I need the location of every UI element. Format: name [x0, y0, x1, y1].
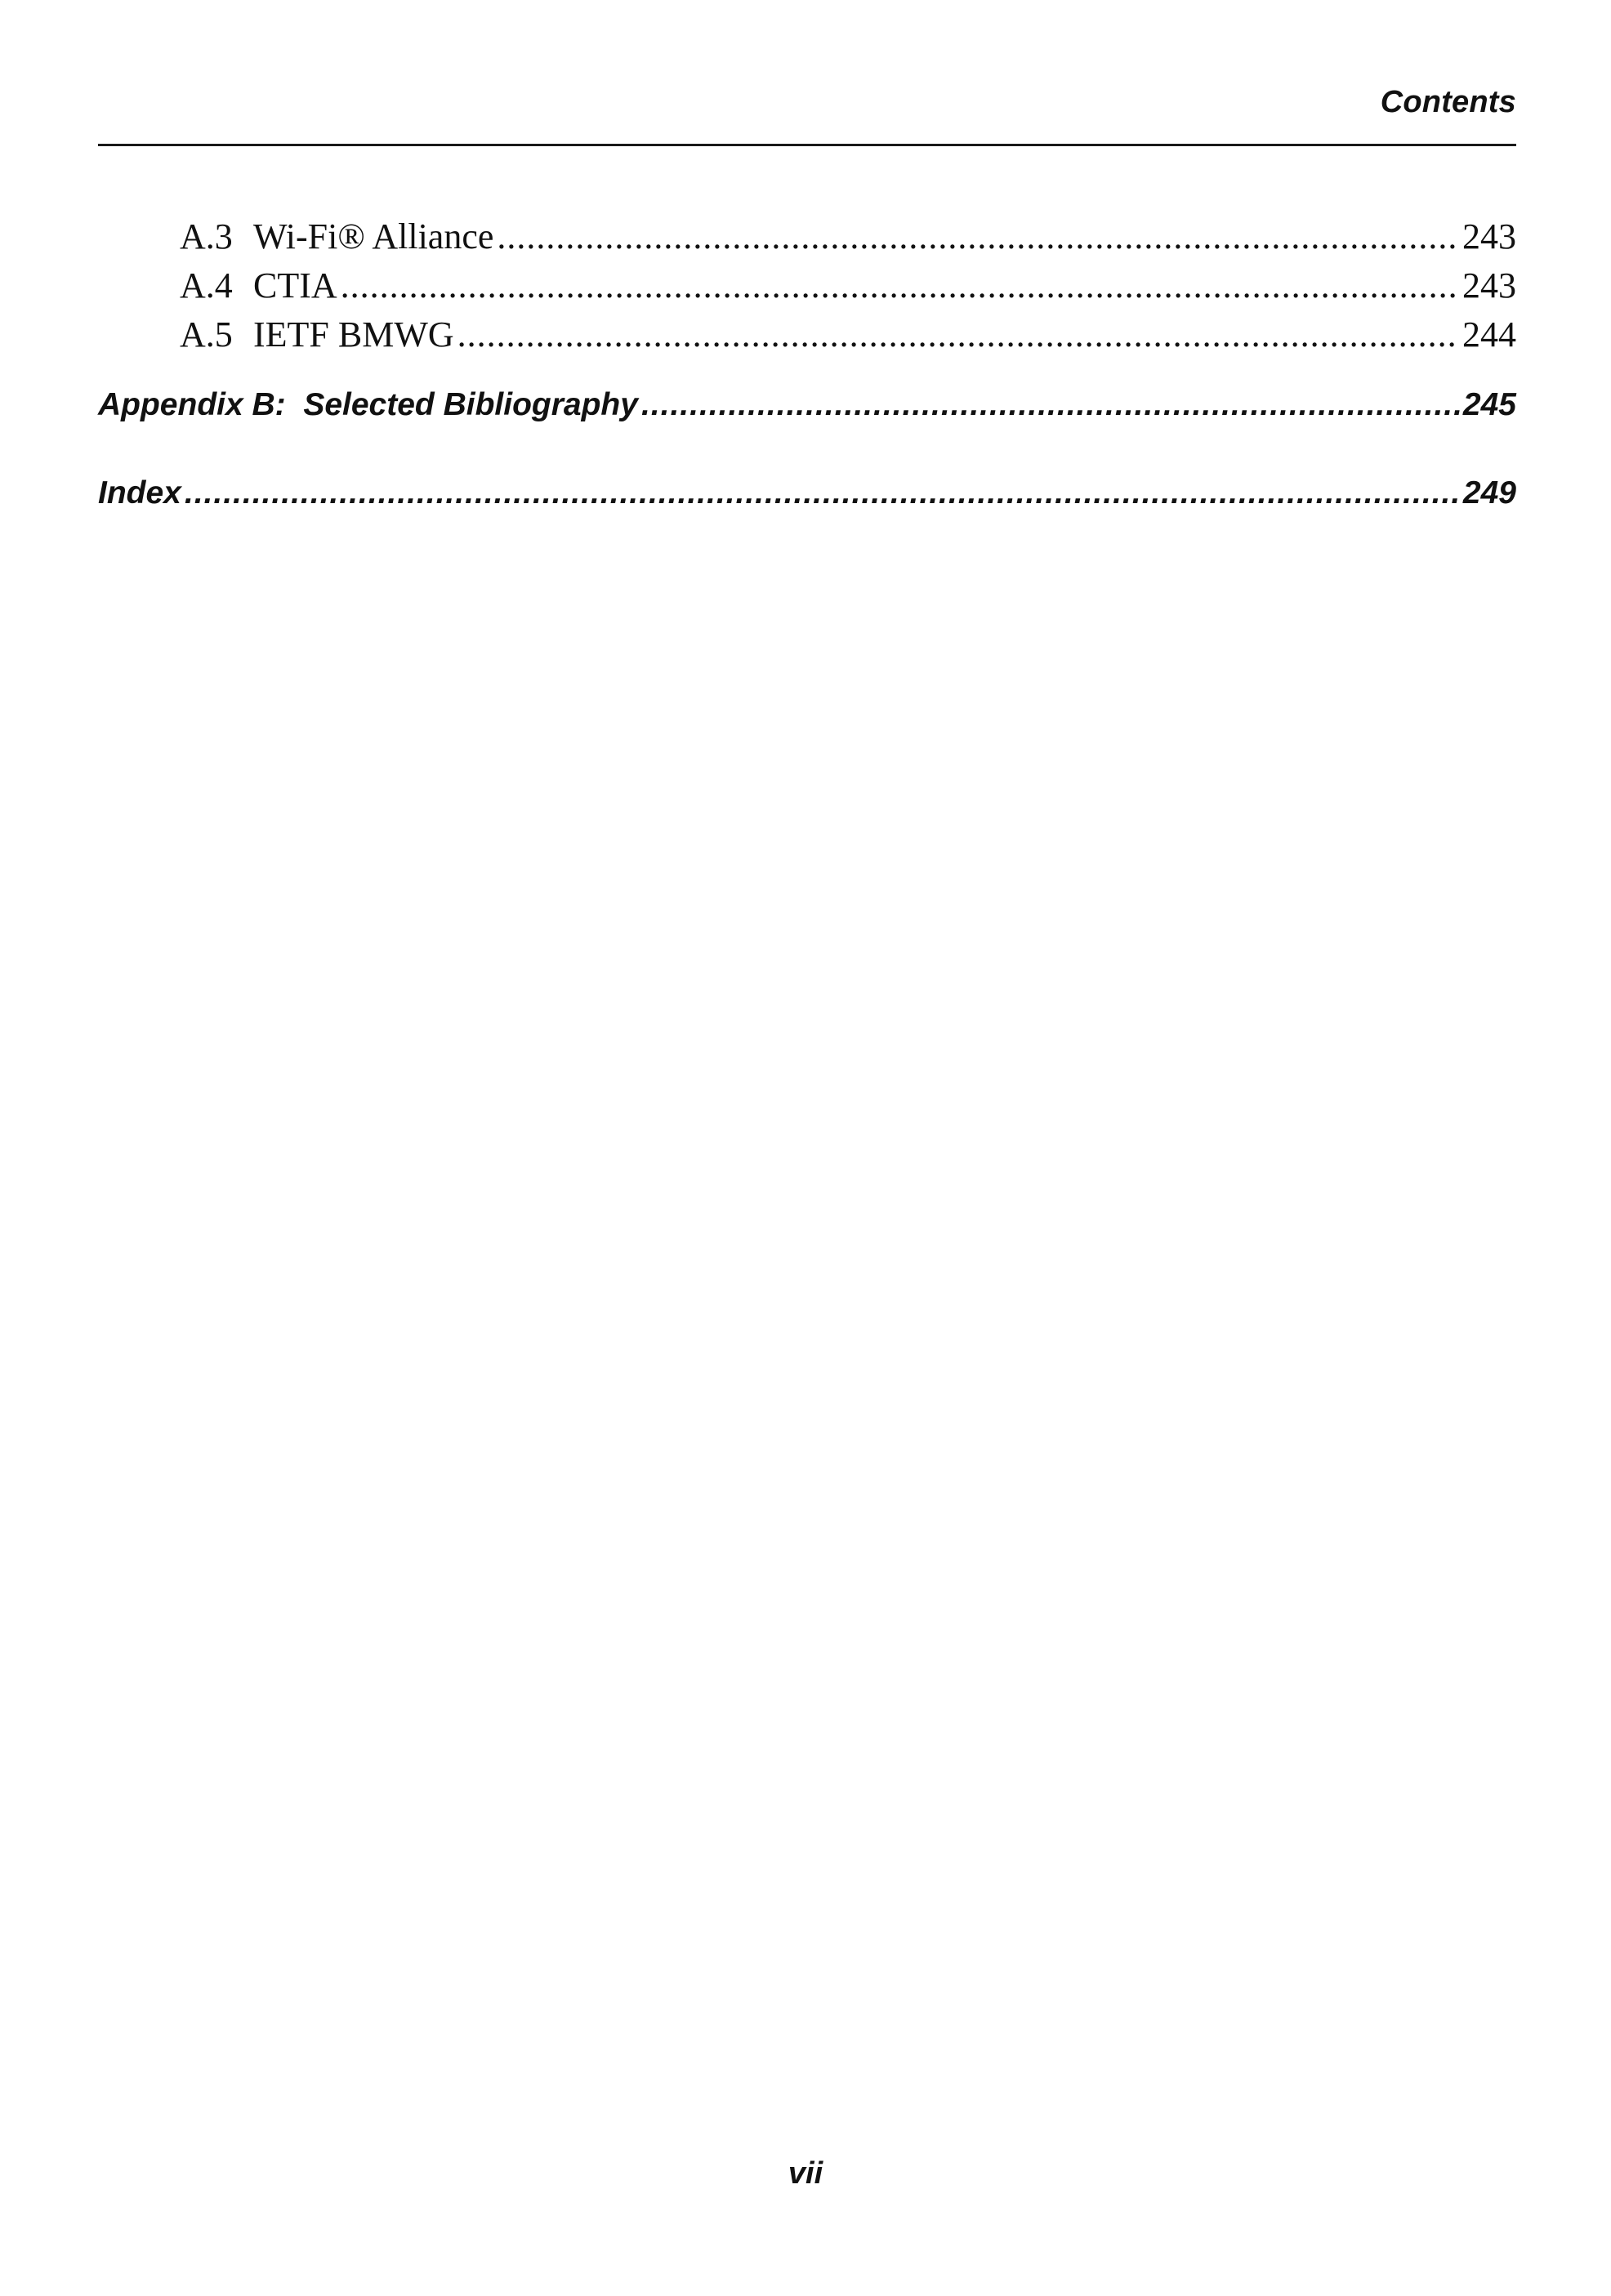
page-number: vii	[788, 2156, 823, 2191]
dot-leader	[641, 381, 1460, 430]
dot-leader	[497, 212, 1459, 261]
toc-entry-page: 243	[1462, 216, 1516, 256]
toc-entry-page: 249	[1462, 475, 1516, 510]
toc-entry-number: A.3	[180, 216, 233, 256]
toc-entry-appendix-b[interactable]	[98, 381, 1516, 430]
toc-entry-label	[180, 212, 493, 261]
toc-entry-title: Wi-Fi® Alliance	[253, 216, 494, 256]
table-of-contents	[98, 212, 1516, 518]
dot-leader	[457, 310, 1459, 359]
toc-entry-page: 244	[1462, 314, 1516, 354]
toc-spacer	[98, 430, 1516, 469]
toc-entry-a4[interactable]	[98, 261, 1516, 310]
toc-entry-number: A.5	[180, 314, 233, 354]
dot-leader	[185, 469, 1460, 518]
toc-entry-number: A.4	[180, 265, 233, 305]
toc-entry-title: CTIA	[253, 265, 337, 305]
toc-entry-page: 245	[1462, 387, 1516, 422]
toc-entry-a3[interactable]	[98, 212, 1516, 261]
dot-leader	[341, 261, 1459, 310]
running-head: Contents	[1380, 85, 1516, 119]
toc-entry-index[interactable]	[98, 469, 1516, 518]
toc-entry-page: 243	[1462, 265, 1516, 305]
toc-entry-title: Index	[98, 475, 181, 510]
header-rule	[98, 144, 1516, 146]
toc-entry-title: IETF BMWG	[253, 314, 454, 354]
toc-entry-title: Appendix B: Selected Bibliography	[98, 387, 638, 422]
toc-entry-label	[180, 310, 454, 359]
toc-spacer	[98, 359, 1516, 381]
toc-entry-a5[interactable]	[98, 310, 1516, 359]
toc-entry-label	[180, 261, 337, 310]
